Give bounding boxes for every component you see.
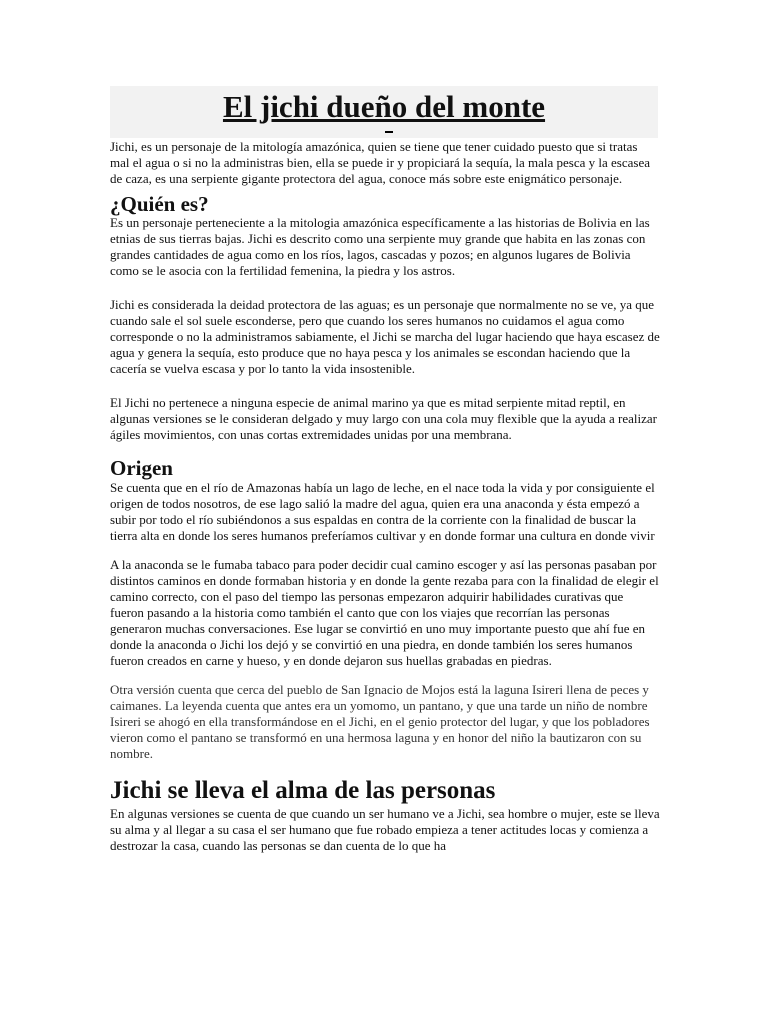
- origen-paragraph-3: Otra versión cuenta que cerca del pueblo de San Ignacio de Mojos está la laguna Isireri llena de peces y caimanes. La leyenda cuenta que antes era un yomomo, un pantano, y que una tarde un niño de nombre Isireri se ahogó en ella transformándose en el Jichi, en el genio protector del lugar, y que los pobladores vieron como el pantano se transformó en una hermosa laguna y en honor del niño la bautizaron con su nombre.: [110, 682, 650, 761]
- alma-paragraph-1: En algunas versiones se cuenta de que cuando un ser humano ve a Jichi, sea hombre o mujer, este se lleva su alma y al llegar a su casa el ser humano que fue robado empieza a tener actitudes locas y comienza a destrozar la casa, cuando las personas se dan cuenta de lo que ha: [110, 806, 660, 853]
- origen-paragraph-1: Se cuenta que en el río de Amazonas había un lago de leche, en el nace toda la vida y por consiguiente el origen de todos nosotros, de ese lago salió la madre del agua, quien era una anaconda y ésta empezó a subir por todo el río subiéndonos a sus espaldas en contra de la corriente con la finalidad de buscar la tierra alta en donde los seres humanos preferíamos cultivar y en donde formar una cultura en donde vivir: [110, 480, 655, 543]
- intro-paragraph: Jichi, es un personaje de la mitología amazónica, quien se tiene que tener cuidado puesto que si tratas mal el agua o si no la administras bien, ella se puede ir y propiciará la sequía, la mala pesca y la escasea de caza, es una serpiente gigante protectora del agua, conoce más sobre este enigmático personaje.: [110, 139, 651, 186]
- quien-paragraph-2: Jichi es considerada la deidad protectora de las aguas; es un personaje que normalmente no se ve, ya que cuando sale el sol suele esconderse, pero que cuando los seres humanos no cuidamos el agua como corresponde o no la administramos sabiamente, el Jichi se marcha del lugar haciendo que haya escasez de agua y genera la sequía, esto produce que no haya pesca y los animales se escondan haciendo que la cacería se vuelva escasa y por lo tanto la vida insostenible.: [110, 297, 660, 376]
- text-cursor-mark: [385, 131, 393, 133]
- heading-origen: Origen: [110, 456, 173, 480]
- page-title: El jichi dueño del monte: [222, 89, 546, 124]
- quien-paragraph-3: El Jichi no pertenece a ninguna especie de animal marino ya que es mitad serpiente mitad reptil, en algunas versiones se le consideran delgado y muy largo con una cola muy flexible que la ayuda a realizar ágiles movimientos, con unas cortas extremidades unidas por una membrana.: [110, 395, 658, 442]
- document-body: [110, 139, 660, 854]
- quien-paragraph-1: Es un personaje perteneciente a la mitologia amazónica específicamente a las historias de Bolivia en las etnias de sus tierras bajas. Jichi es descrito como una serpiente muy grande que habita en las zonas con grandes cantidades de agua como en los ríos, lagos, cascadas y pozos; en algunos lugares de Bolivia como se le asocia con la fertilidad femenina, la piedra y los astros.: [110, 215, 650, 278]
- origen-paragraph-2: A la anaconda se le fumaba tabaco para poder decidir cual camino escoger y así las personas pasaban por distintos caminos en donde formaban historia y en donde la gente rezaba para con la finalidad de elegir el camino correcto, con el paso del tiempo las personas empezaron adquirir habilidades curativas que fueron pasando a la historia como también el canto que con los viajes que recorrían las personas generaron muchas conversaciones. Ese lugar se convirtió en uno muy importante puesto que ahí fue en donde la anaconda o Jichi los dejó y se convirtió en una piedra, en donde también los seres humanos fueron creados en carne y hueso, y en donde dejaron sus huellas grabadas en piedras.: [110, 557, 659, 668]
- heading-quien-es: ¿Quién es?: [110, 192, 209, 216]
- heading-jichi-alma: Jichi se lleva el alma de las personas: [110, 777, 496, 804]
